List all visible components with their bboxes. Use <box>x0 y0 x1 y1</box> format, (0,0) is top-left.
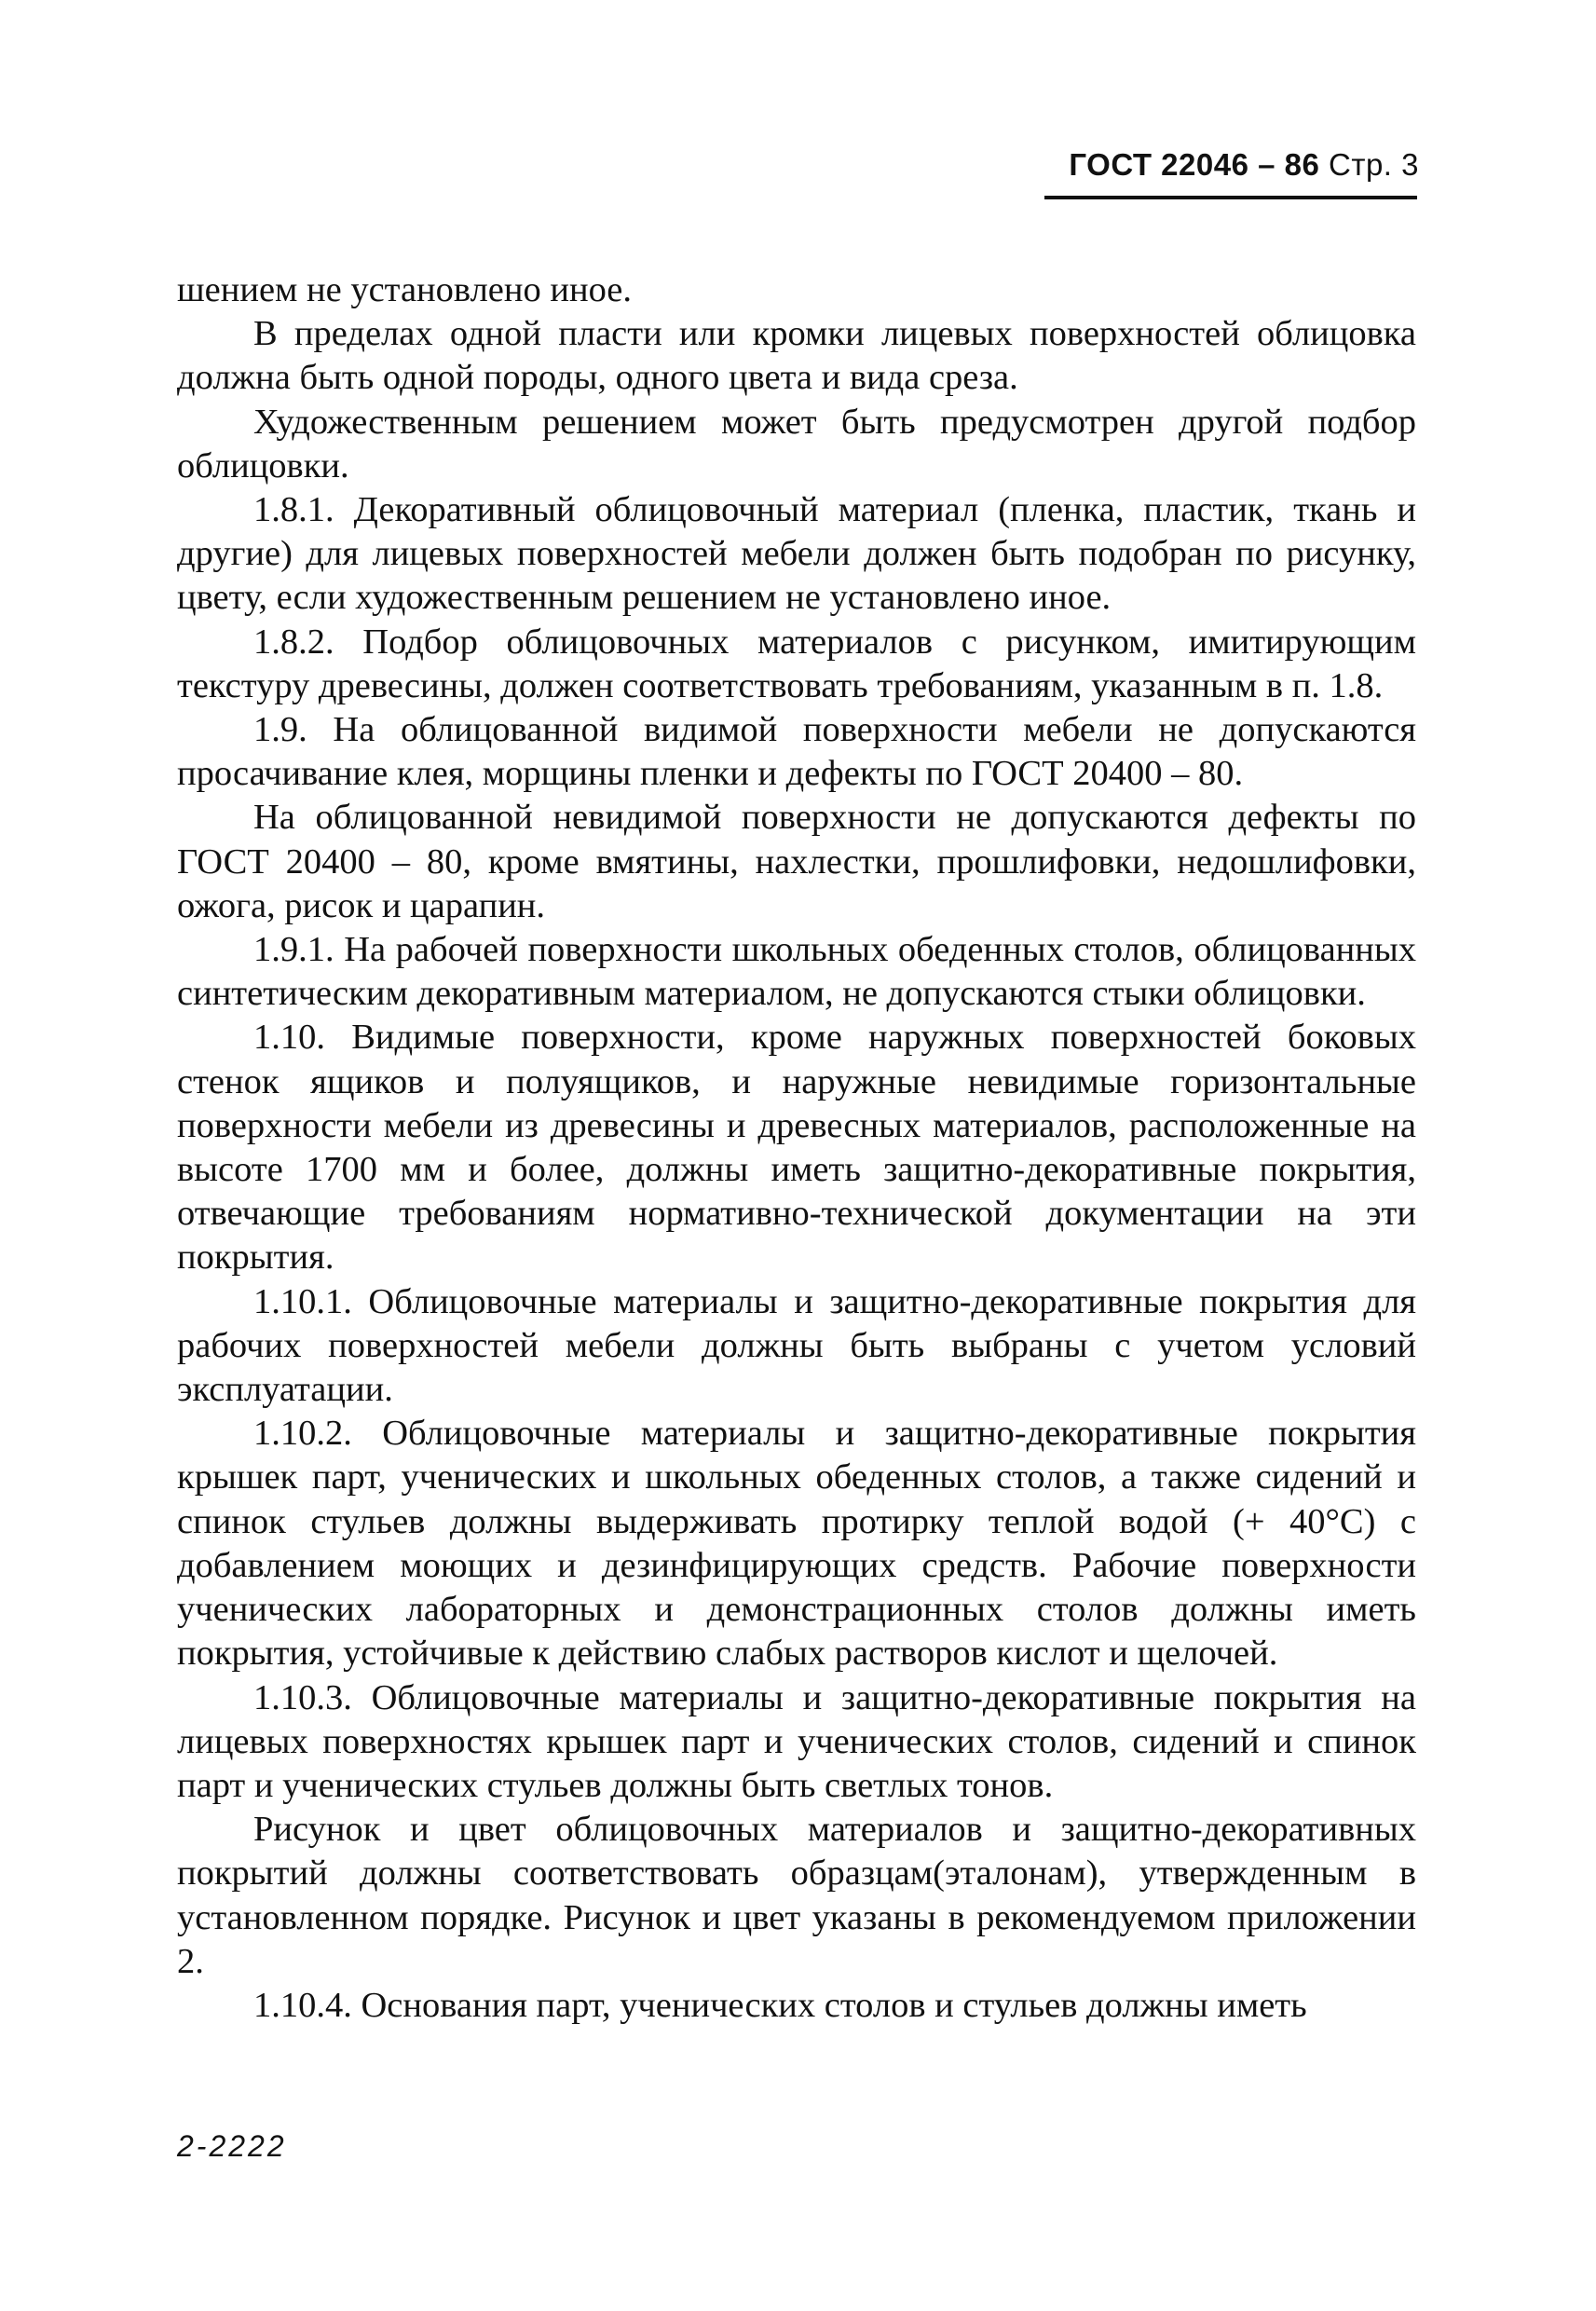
clause-1-10: 1.10. Видимые поверхности, кроме наружных поверхностей боковых стенок ящиков и полуящиков, и наружные невидимые горизонтальные поверхности мебели из древесины и древесных материалов, расположенные на высоте 1700 мм и более, должны иметь защитно-декоративные покрытия, отвечающие требованиям нормативно-технической документации на эти покрытия. <box>177 1018 1416 1278</box>
paragraph: На облицованной невидимой поверхности не допускаются дефекты по ГОСТ 20400 – 80, кроме вмятины, нахлестки, прошлифовки, недошлифовки, ожога, рисок и царапин. <box>177 798 1416 925</box>
clause-1-10-3: 1.10.3. Облицовочные материалы и защитно-декоративные покрытия на лицевых поверхностях крышек парт и ученических столов, сидений и спинок парт и ученических стульев должны быть светлых тонов. <box>177 1677 1416 1805</box>
clause-1-10-1: 1.10.1. Облицовочные материалы и защитно-декоративные покрытия для рабочих поверхностей мебели должны быть выбраны с учетом условий эксплуатации. <box>177 1281 1416 1410</box>
header-rule <box>1044 196 1417 199</box>
clause-1-8-1: 1.8.1. Декоративный облицовочный материал (пленка, пластик, ткань и другие) для лицевых поверхностей мебели должен быть подобран по рисунку, цвету, если художественным решением не установлено иное. <box>177 490 1416 618</box>
clause-1-10-2: 1.10.2. Облицовочные материалы и защитно-декоративные покрытия крышек парт, ученических и школьных обеденных столов, а также сидений и спинок стульев должны выдерживать протирку теплой водой (+ 40°С) с добавлением моющих и дезинфицирующих средств. Рабочие поверхности ученических лабораторных и демонстрационных столов должны иметь покрытия, устойчивые к действию слабых растворов кислот и щелочей. <box>177 1414 1416 1674</box>
document-body <box>177 268 1416 2028</box>
standard-number: ГОСТ 22046 – 86 <box>1069 147 1320 182</box>
print-code: 2-2222 <box>177 2129 287 2163</box>
paragraph: Рисунок и цвет облицовочных материалов и защитно-декоративных покрытий должны соответствовать образцам(эталонам), утвержденным в установленном порядке. Рисунок и цвет указаны в рекомендуемом приложении 2. <box>177 1810 1416 1981</box>
clause-1-9: 1.9. На облицованной видимой поверхности мебели не допускаются просачивание клея, морщины пленки и дефекты по ГОСТ 20400 – 80. <box>177 710 1416 794</box>
paragraph-continuation: шением не установлено иное. <box>177 270 632 309</box>
page-number: Стр. 3 <box>1329 147 1419 182</box>
paragraph: Художественным решением может быть предусмотрен другой подбор облицовки. <box>177 402 1416 485</box>
page-header <box>1069 147 1419 183</box>
clause-1-10-4: 1.10.4. Основания парт, ученических столов и стульев должны иметь <box>253 1985 1307 2025</box>
clause-1-8-2: 1.8.2. Подбор облицовочных материалов с рисунком, имитирующим текстуру древесины, должен соответствовать требованиям, указанным в п. 1.8. <box>177 622 1416 705</box>
clause-1-9-1: 1.9.1. На рабочей поверхности школьных обеденных столов, облицованных синтетическим декоративным материалом, не допускаются стыки облицовки. <box>177 930 1416 1014</box>
paragraph: В пределах одной пласти или кромки лицевых поверхностей облицовка должна быть одной породы, одного цвета и вида среза. <box>177 314 1416 398</box>
